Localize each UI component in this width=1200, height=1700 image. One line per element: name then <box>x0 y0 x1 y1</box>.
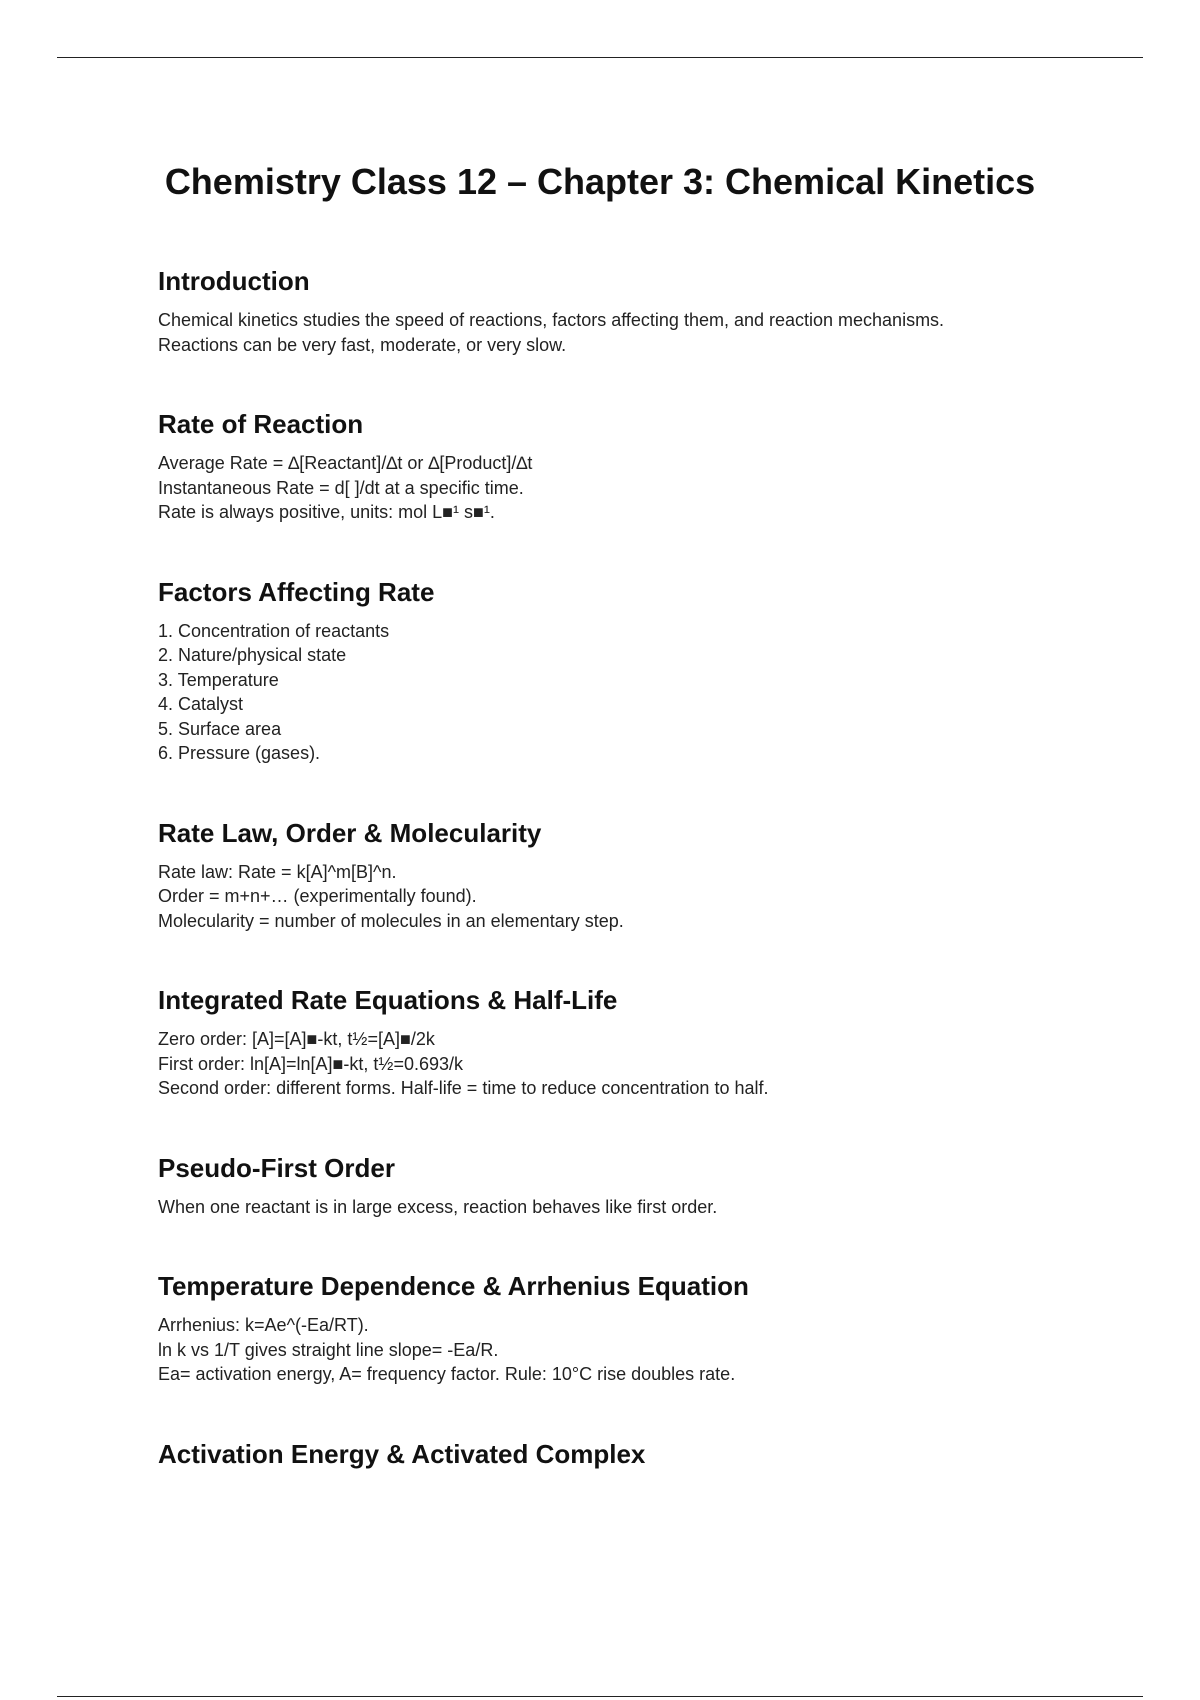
section <box>158 816 1058 934</box>
section <box>158 1151 1058 1220</box>
text-line: Molecularity = number of molecules in an elementary step. <box>158 910 624 931</box>
text-line: Order = m+n+… (experimentally found). <box>158 886 477 906</box>
section-text <box>158 1027 1058 1101</box>
section-text <box>158 451 1058 525</box>
text-line: Chemical kinetics studies the speed of reactions, factors affecting them, and reaction mechanisms. <box>158 310 945 330</box>
section-heading: Pseudo-First Order <box>158 1152 395 1183</box>
bottom-rule <box>57 1696 1143 1697</box>
text-line: 6. Pressure (gases). <box>158 743 321 763</box>
section-heading: Rate of Reaction <box>158 409 364 439</box>
section-text <box>158 619 1058 766</box>
text-line: 3. Temperature <box>158 669 279 690</box>
text-line: Zero order: [A]=[A]■-kt, t½=[A]■/2k <box>158 1029 435 1049</box>
section-text <box>158 1313 1058 1387</box>
section-heading: Rate Law, Order & Molecularity <box>158 817 542 848</box>
text-line: Rate is always positive, units: mol L■¹ s■¹. <box>158 502 495 522</box>
text-line: Instantaneous Rate = d[ ]/dt at a specific time. <box>158 477 524 498</box>
document-title: Chemistry Class 12 – Chapter 3: Chemical Kinetics <box>164 161 1036 202</box>
section <box>158 1269 1058 1387</box>
text-line: Arrhenius: k=Ae^(-Ea/RT). <box>158 1315 369 1335</box>
section <box>158 575 1058 766</box>
section-text <box>158 308 1058 357</box>
document-body <box>158 264 1058 1521</box>
text-line: Reactions can be very fast, moderate, or very slow. <box>158 334 567 355</box>
section <box>158 983 1058 1101</box>
section <box>158 264 1058 357</box>
text-line: First order: ln[A]=ln[A]■-kt, t½=0.693/k <box>158 1053 463 1074</box>
section-heading: Temperature Dependence & Arrhenius Equation <box>158 1271 749 1301</box>
text-line: 5. Surface area <box>158 718 282 739</box>
section-text <box>158 1195 1058 1220</box>
section-heading: Factors Affecting Rate <box>158 576 435 607</box>
text-line: 1. Concentration of reactants <box>158 620 390 641</box>
text-line: Average Rate = ∆[Reactant]/∆t or ∆[Product]/∆t <box>158 453 533 473</box>
text-line: Second order: different forms. Half-life = time to reduce concentration to half. <box>158 1078 769 1098</box>
text-line: When one reactant is in large excess, reaction behaves like first order. <box>158 1196 718 1217</box>
section-heading: Introduction <box>158 266 310 296</box>
section-heading: Integrated Rate Equations & Half-Life <box>158 985 618 1015</box>
text-line: Rate law: Rate = k[A]^m[B]^n. <box>158 861 397 882</box>
top-rule <box>57 57 1143 58</box>
text-line: Ea= activation energy, A= frequency factor. Rule: 10°C rise doubles rate. <box>158 1364 736 1384</box>
section <box>158 407 1058 525</box>
text-line: 2. Nature/physical state <box>158 645 347 665</box>
section-text <box>158 860 1058 934</box>
text-line: ln k vs 1/T gives straight line slope= -Ea/R. <box>158 1339 499 1360</box>
text-line: 4. Catalyst <box>158 694 244 714</box>
section-heading: Activation Energy & Activated Complex <box>158 1438 646 1469</box>
section <box>158 1437 1058 1471</box>
